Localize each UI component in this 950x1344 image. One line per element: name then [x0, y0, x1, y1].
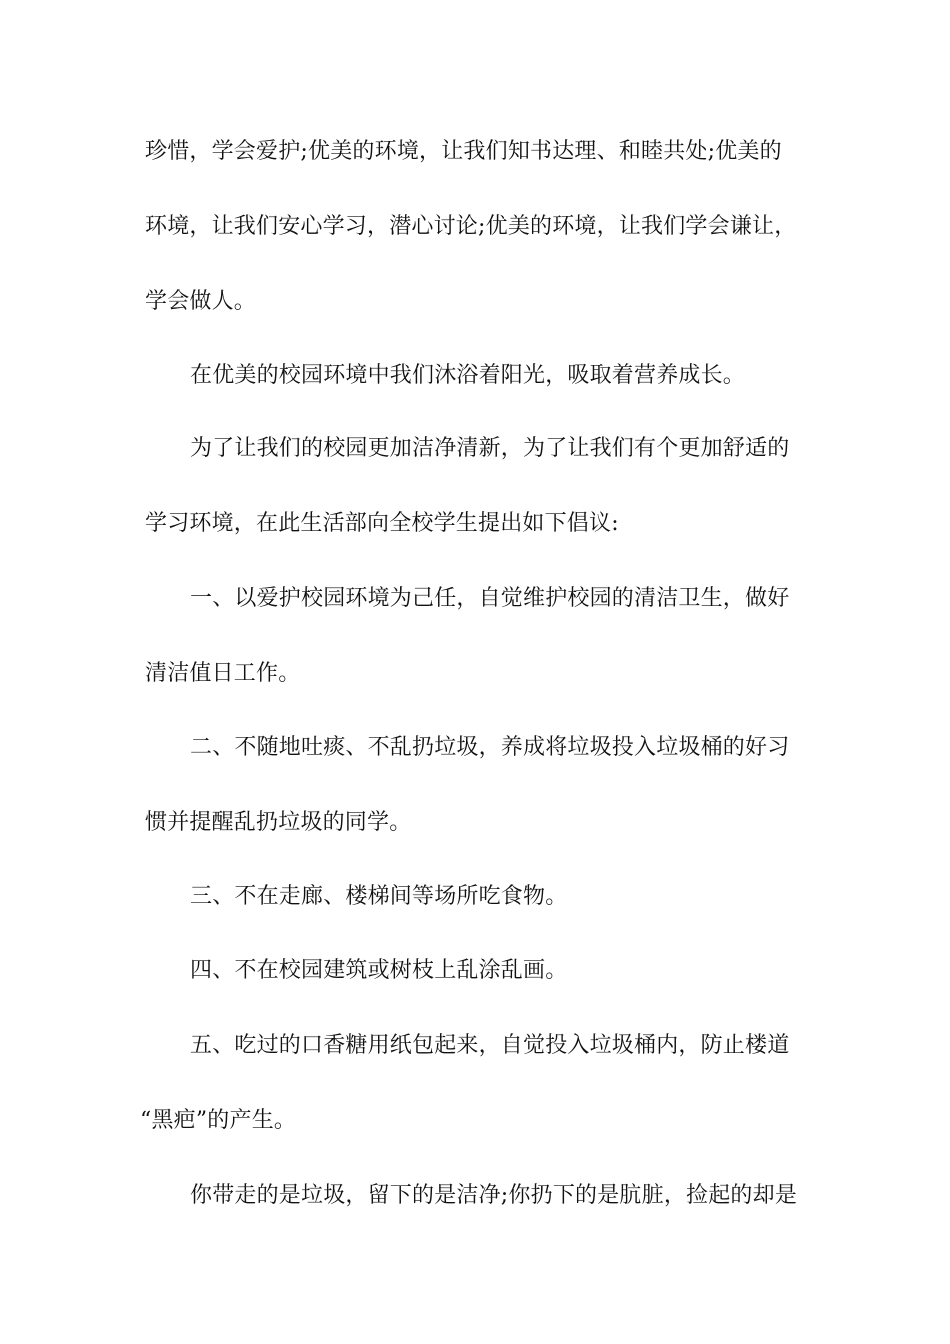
text-line: 二、不随地吐痰、不乱扔垃圾，养成将垃圾投入垃圾桶的好习	[190, 735, 790, 760]
text-line: 为了让我们的校园更加洁净清新，为了让我们有个更加舒适的	[190, 436, 790, 461]
text-line: 三、不在走廊、楼梯间等场所吃食物。	[190, 884, 568, 909]
text-line: 环境，让我们安心学习，潜心讨论;优美的环境，让我们学会谦让，	[145, 214, 797, 239]
text-line: 四、不在校园建筑或树枝上乱涂乱画。	[190, 958, 568, 983]
text-line: “黑疤”的产生。	[140, 1108, 297, 1133]
text-line: 学习环境，在此生活部向全校学生提出如下倡议:	[145, 511, 619, 536]
text-line: 你带走的是垃圾，留下的是洁净;你扔下的是肮脏，捡起的却是	[190, 1183, 798, 1208]
text-line: 清洁值日工作。	[145, 661, 301, 686]
text-line: 一、以爱护校园环境为己任，自觉维护校园的清洁卫生，做好	[190, 586, 790, 611]
text-line: 惯并提醒乱扔垃圾的同学。	[145, 810, 412, 835]
text-line: 在优美的校园环境中我们沐浴着阳光，吸取着营养成长。	[190, 363, 746, 388]
text-line: 珍惜，学会爱护;优美的环境，让我们知书达理、和睦共处;优美的	[145, 139, 782, 164]
text-line: 五、吃过的口香糖用纸包起来，自觉投入垃圾桶内，防止楼道	[190, 1033, 790, 1058]
text-line: 学会做人。	[145, 289, 257, 314]
